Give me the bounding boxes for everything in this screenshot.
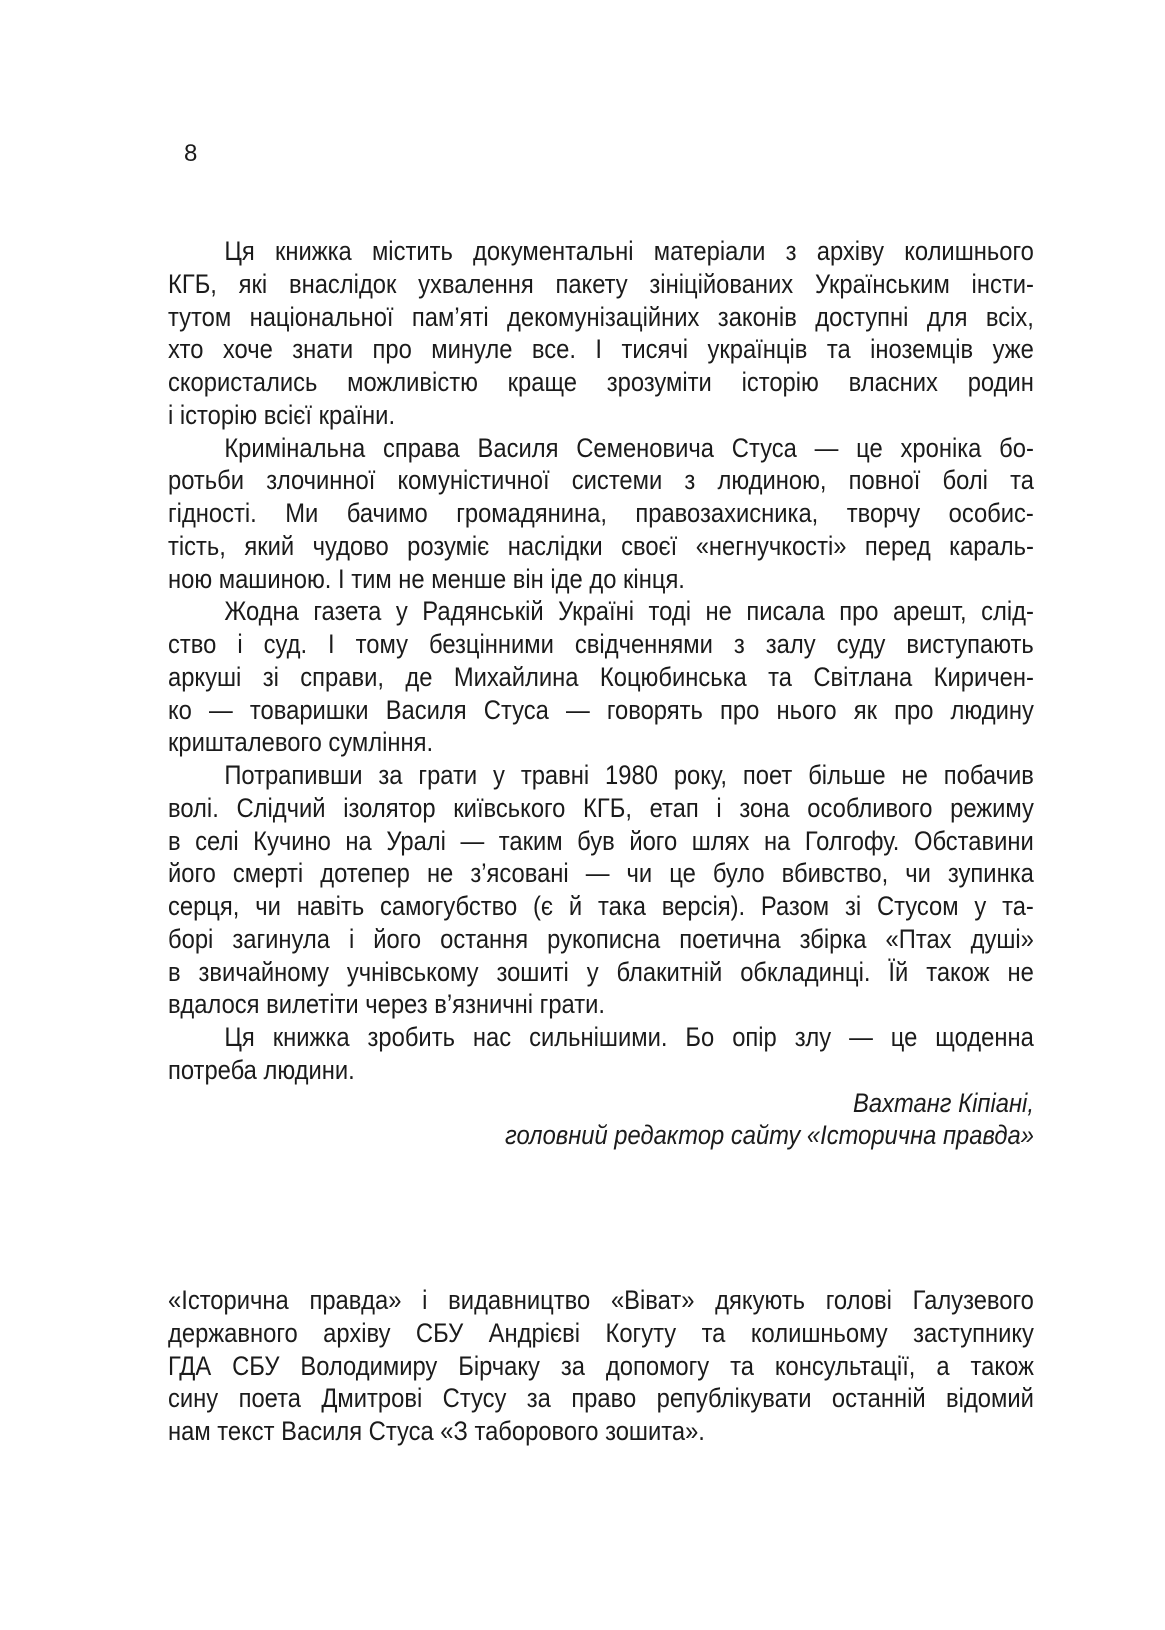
text-line: державного архіву СБУ Андрієві Когуту та колишньому заступнику: [168, 1317, 1034, 1348]
acknowledgment: [168, 1284, 1034, 1448]
text-line: Кримінальна справа Василя Семеновича Стуса — це хроніка бо-: [224, 432, 1034, 463]
text-line: гідності. Ми бачимо громадянина, правозахисника, творчу особис-: [168, 498, 1034, 528]
text-line: його смерті дотепер не з’ясовані — чи це було вбивство, чи зупинка: [168, 858, 1034, 889]
text-line: потреба людини.: [168, 1054, 355, 1085]
paragraph: [168, 1021, 1034, 1087]
text-line: ко — товаришки Василя Стуса — говорять про нього як про людину: [168, 694, 1034, 725]
text-line: «Історична правда» і видавництво «Віват» дякують голові Галузевого: [168, 1285, 1034, 1315]
text-line: Потрапивши за грати у травні 1980 року, поет більше не побачив: [224, 760, 1034, 790]
paragraph: [168, 595, 1034, 759]
paragraph: [168, 759, 1034, 1021]
text-line: вдалося вилетіти через в’язничні грати.: [168, 989, 605, 1020]
text-line: Ця книжка містить документальні матеріали з архіву колишнього: [224, 236, 1034, 266]
text-line: волі. Слідчий ізолятор київського КГБ, етап і зона особливого режиму: [168, 792, 1034, 823]
text-line: скористались можливістю краще зрозуміти історію власних родин: [168, 367, 1034, 397]
text-line: аркуші зі справи, де Михайлина Коцюбинська та Світлана Киричен-: [168, 661, 1034, 692]
text-line: в селі Кучино на Уралі — таким був його шлях на Голгофу. Обставини: [168, 825, 1034, 856]
text-line: Ця книжка зробить нас сильнішими. Бо опір злу — це щоденна: [224, 1022, 1034, 1052]
text-line: і історію всієї країни.: [168, 399, 396, 430]
text-line: ною машиною. І тим не менше він іде до кінця.: [168, 563, 685, 594]
text-line: борі загинула і його остання рукописна поетична збірка «Птах душі»: [168, 923, 1034, 954]
page-number: 8: [184, 140, 198, 167]
text-line: ство і суд. І тому безцінними свідченнями з залу суду виступають: [168, 629, 1034, 659]
paragraph: [168, 235, 1034, 432]
text-line: нам текст Василя Стуса «З таборового зошита».: [168, 1416, 705, 1446]
text-line: серця, чи навіть самогубство (є й така версія). Разом зі Стусом у та-: [168, 891, 1034, 921]
text-line: тість, який чудово розуміє наслідки своєї «негнучкості» перед караль-: [168, 530, 1034, 561]
signature-name: Вахтанг Кіпіані,: [853, 1087, 1034, 1118]
text-line: кришталевого сумління.: [168, 727, 434, 758]
signature-role: головний редактор сайту «Історична правда»: [505, 1120, 1034, 1151]
text-line: в звичайному учнівському зошиті у блакитній обкладинці. Їй також не: [168, 956, 1034, 987]
signature: [168, 1087, 1034, 1153]
text-line: хто хоче знати про минуле все. І тисячі українців та іноземців уже: [168, 334, 1034, 365]
text-line: КГБ, які внаслідок ухвалення пакету зініційованих Українським інсти-: [168, 268, 1034, 299]
text-line: тутом національної пам’яті декомунізаційних законів доступні для всіх,: [168, 301, 1034, 332]
text-line: ГДА СБУ Володимиру Бірчаку за допомогу та консультації, а також: [168, 1350, 1034, 1381]
text-line: сину поета Дмитрові Стусу за право републікувати останній відомий: [168, 1383, 1034, 1414]
text-column: [168, 235, 1034, 1448]
text-line: ротьби злочинної комуністичної системи з людиною, повної болі та: [168, 465, 1034, 496]
text-line: Жодна газета у Радянській Україні тоді не писала про арешт, слід-: [224, 596, 1034, 627]
paragraph: [168, 432, 1034, 596]
